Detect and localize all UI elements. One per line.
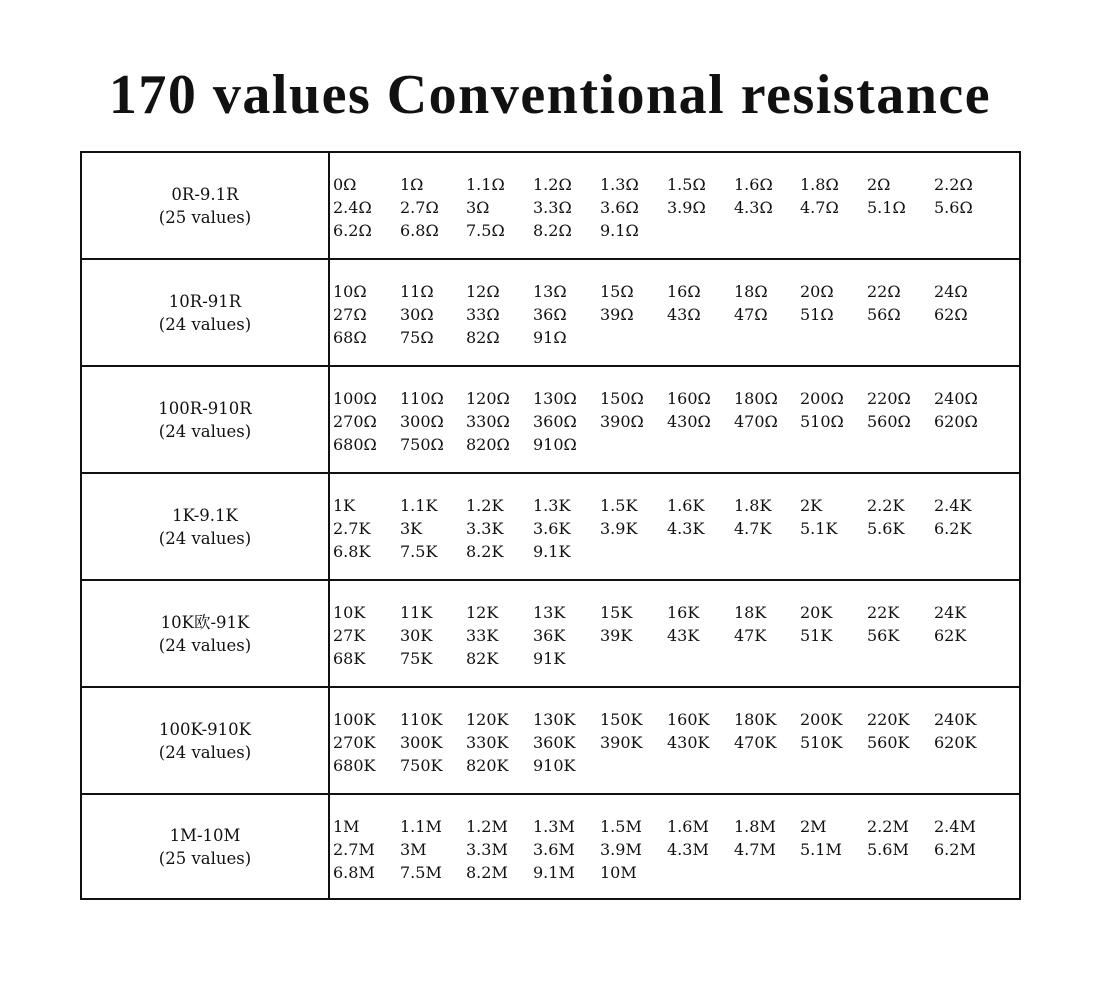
values-cell — [330, 153, 1019, 258]
resistance-value: 7.5M — [400, 863, 442, 882]
resistance-value: 5.6K — [867, 519, 905, 538]
resistance-value: 3.3M — [466, 840, 508, 859]
range-label: 0R-9.1R — [171, 184, 239, 204]
resistance-value: 3M — [400, 840, 427, 859]
values-line — [330, 173, 1019, 196]
resistance-value: 820K — [466, 756, 509, 775]
resistance-value: 3.9Ω — [667, 198, 706, 217]
table-row — [82, 474, 1019, 581]
resistance-value: 100K — [333, 710, 376, 729]
resistance-value: 100Ω — [333, 389, 377, 408]
resistance-value: 91K — [533, 649, 566, 668]
resistance-table — [80, 151, 1021, 900]
resistance-value: 200Ω — [800, 389, 844, 408]
resistance-value: 2.7Ω — [400, 198, 439, 217]
resistance-value: 16Ω — [667, 282, 701, 301]
range-label-cell — [82, 367, 330, 472]
resistance-value: 7.5K — [400, 542, 438, 561]
range-label-cell — [82, 153, 330, 258]
resistance-value: 3.9M — [600, 840, 642, 859]
values-cell — [330, 688, 1019, 793]
resistance-value: 5.1K — [800, 519, 838, 538]
values-line — [330, 387, 1019, 410]
resistance-value: 8.2Ω — [533, 221, 572, 240]
resistance-value: 560Ω — [867, 412, 911, 431]
values-line — [330, 754, 1019, 777]
resistance-value: 680K — [333, 756, 376, 775]
resistance-value: 240Ω — [934, 389, 978, 408]
values-line — [330, 196, 1019, 219]
resistance-value: 11K — [400, 603, 433, 622]
resistance-value: 6.8K — [333, 542, 371, 561]
resistance-value: 2K — [800, 496, 823, 515]
values-line — [330, 647, 1019, 670]
resistance-value: 2M — [800, 817, 827, 836]
resistance-value: 2.7M — [333, 840, 375, 859]
resistance-value: 270Ω — [333, 412, 377, 431]
values-cell — [330, 367, 1019, 472]
resistance-value: 6.2K — [934, 519, 972, 538]
values-line — [330, 624, 1019, 647]
resistance-value: 390Ω — [600, 412, 644, 431]
resistance-value: 470K — [734, 733, 777, 752]
resistance-value: 3.6Ω — [600, 198, 639, 217]
resistance-value: 12Ω — [466, 282, 500, 301]
resistance-value: 4.3Ω — [734, 198, 773, 217]
resistance-value: 1.3M — [533, 817, 575, 836]
resistance-value: 7.5Ω — [466, 221, 505, 240]
value-count-label: (24 values) — [158, 528, 252, 548]
resistance-value: 3K — [400, 519, 423, 538]
resistance-value: 300Ω — [400, 412, 444, 431]
resistance-value: 75K — [400, 649, 433, 668]
resistance-value: 0Ω — [333, 175, 357, 194]
values-line — [330, 861, 1019, 884]
resistance-value: 11Ω — [400, 282, 434, 301]
values-line — [330, 433, 1019, 456]
resistance-value: 56Ω — [867, 305, 901, 324]
values-line — [330, 540, 1019, 563]
range-label-cell — [82, 688, 330, 793]
resistance-value: 1.5K — [600, 496, 638, 515]
resistance-value: 5.1Ω — [867, 198, 906, 217]
resistance-value: 130Ω — [533, 389, 577, 408]
range-label-cell — [82, 795, 330, 898]
resistance-value: 27Ω — [333, 305, 367, 324]
table-row — [82, 367, 1019, 474]
range-label: 1M-10M — [169, 825, 241, 845]
resistance-value: 36Ω — [533, 305, 567, 324]
value-count-label: (24 values) — [158, 742, 252, 762]
resistance-value: 36K — [533, 626, 566, 645]
resistance-value: 160K — [667, 710, 710, 729]
resistance-value: 6.8M — [333, 863, 375, 882]
resistance-value: 3.3K — [466, 519, 504, 538]
resistance-value: 680Ω — [333, 435, 377, 454]
resistance-value: 820Ω — [466, 435, 510, 454]
value-count-label: (25 values) — [158, 848, 252, 868]
resistance-value: 33K — [466, 626, 499, 645]
resistance-value: 620Ω — [934, 412, 978, 431]
resistance-value: 150Ω — [600, 389, 644, 408]
resistance-value: 130K — [533, 710, 576, 729]
table-row — [82, 795, 1019, 898]
resistance-value: 43Ω — [667, 305, 701, 324]
resistance-value: 5.6Ω — [934, 198, 973, 217]
resistance-value: 9.1M — [533, 863, 575, 882]
resistance-value: 51K — [800, 626, 833, 645]
resistance-value: 120K — [466, 710, 509, 729]
resistance-value: 15K — [600, 603, 633, 622]
resistance-value: 4.3K — [667, 519, 705, 538]
resistance-value: 20Ω — [800, 282, 834, 301]
resistance-value: 180Ω — [734, 389, 778, 408]
resistance-value: 180K — [734, 710, 777, 729]
resistance-value: 24Ω — [934, 282, 968, 301]
resistance-value: 4.7Ω — [800, 198, 839, 217]
resistance-value: 220Ω — [867, 389, 911, 408]
resistance-value: 560K — [867, 733, 910, 752]
values-cell — [330, 581, 1019, 686]
resistance-value: 9.1K — [533, 542, 571, 561]
resistance-value: 1.2Ω — [533, 175, 572, 194]
value-count-label: (24 values) — [158, 635, 252, 655]
resistance-value: 43K — [667, 626, 700, 645]
values-line — [330, 494, 1019, 517]
values-cell — [330, 474, 1019, 579]
resistance-value: 300K — [400, 733, 443, 752]
resistance-value: 1.5M — [600, 817, 642, 836]
resistance-value: 68Ω — [333, 328, 367, 347]
resistance-value: 1.3Ω — [600, 175, 639, 194]
resistance-value: 1K — [333, 496, 356, 515]
resistance-value: 2.4M — [934, 817, 976, 836]
values-line — [330, 410, 1019, 433]
resistance-value: 33Ω — [466, 305, 500, 324]
resistance-value: 220K — [867, 710, 910, 729]
resistance-value: 10K — [333, 603, 366, 622]
values-line — [330, 815, 1019, 838]
resistance-value: 4.3M — [667, 840, 709, 859]
page-title: 170 values Conventional resistance — [108, 64, 992, 126]
resistance-value: 62K — [934, 626, 967, 645]
resistance-value: 360K — [533, 733, 576, 752]
resistance-value: 1.1M — [400, 817, 442, 836]
resistance-value: 47K — [734, 626, 767, 645]
resistance-value: 91Ω — [533, 328, 567, 347]
resistance-value: 910Ω — [533, 435, 577, 454]
resistance-value: 510K — [800, 733, 843, 752]
resistance-value: 24K — [934, 603, 967, 622]
resistance-value: 15Ω — [600, 282, 634, 301]
resistance-value: 56K — [867, 626, 900, 645]
values-line — [330, 280, 1019, 303]
resistance-value: 10M — [600, 863, 637, 882]
resistance-value: 150K — [600, 710, 643, 729]
resistance-value: 1.1K — [400, 496, 438, 515]
resistance-value: 430Ω — [667, 412, 711, 431]
resistance-value: 1.2K — [466, 496, 504, 515]
resistance-value: 120Ω — [466, 389, 510, 408]
range-label-cell — [82, 474, 330, 579]
resistance-value: 1.6Ω — [734, 175, 773, 194]
values-line — [330, 838, 1019, 861]
values-line — [330, 731, 1019, 754]
resistance-value: 22Ω — [867, 282, 901, 301]
resistance-value: 330K — [466, 733, 509, 752]
resistance-value: 27K — [333, 626, 366, 645]
resistance-value: 110K — [400, 710, 443, 729]
range-label: 100R-910R — [158, 398, 252, 418]
resistance-value: 1.8M — [734, 817, 776, 836]
resistance-value: 75Ω — [400, 328, 434, 347]
resistance-value: 430K — [667, 733, 710, 752]
resistance-value: 2Ω — [867, 175, 891, 194]
resistance-value: 82K — [466, 649, 499, 668]
resistance-value: 360Ω — [533, 412, 577, 431]
table-row — [82, 581, 1019, 688]
resistance-value: 30K — [400, 626, 433, 645]
values-line — [330, 708, 1019, 731]
resistance-value: 2.7K — [333, 519, 371, 538]
resistance-value: 1.6K — [667, 496, 705, 515]
table-row — [82, 688, 1019, 795]
resistance-value: 39K — [600, 626, 633, 645]
values-cell — [330, 795, 1019, 898]
resistance-value: 8.2M — [466, 863, 508, 882]
resistance-value: 3.6K — [533, 519, 571, 538]
range-label: 10R-91R — [168, 291, 242, 311]
resistance-value: 390K — [600, 733, 643, 752]
resistance-value: 6.2M — [934, 840, 976, 859]
resistance-value: 620K — [934, 733, 977, 752]
resistance-value: 1.8Ω — [800, 175, 839, 194]
resistance-value: 1.3K — [533, 496, 571, 515]
resistance-value: 1.6M — [667, 817, 709, 836]
table-row — [82, 153, 1019, 260]
resistance-value: 200K — [800, 710, 843, 729]
resistance-value: 3Ω — [466, 198, 490, 217]
resistance-value: 750K — [400, 756, 443, 775]
resistance-value: 82Ω — [466, 328, 500, 347]
range-label-cell — [82, 260, 330, 365]
resistance-value: 910K — [533, 756, 576, 775]
resistance-value: 8.2K — [466, 542, 504, 561]
resistance-value: 12K — [466, 603, 499, 622]
resistance-value: 110Ω — [400, 389, 444, 408]
resistance-value: 62Ω — [934, 305, 968, 324]
resistance-value: 6.8Ω — [400, 221, 439, 240]
resistance-value: 13K — [533, 603, 566, 622]
resistance-value: 3.9K — [600, 519, 638, 538]
value-count-label: (24 values) — [158, 421, 252, 441]
resistance-value: 1.5Ω — [667, 175, 706, 194]
resistance-value: 3.6M — [533, 840, 575, 859]
resistance-value: 68K — [333, 649, 366, 668]
resistance-value: 13Ω — [533, 282, 567, 301]
value-count-label: (24 values) — [158, 314, 252, 334]
resistance-value: 5.6M — [867, 840, 909, 859]
resistance-value: 160Ω — [667, 389, 711, 408]
resistance-value: 1.8K — [734, 496, 772, 515]
resistance-value: 1Ω — [400, 175, 424, 194]
values-line — [330, 517, 1019, 540]
resistance-value: 510Ω — [800, 412, 844, 431]
resistance-value: 9.1Ω — [600, 221, 639, 240]
range-label: 100K-910K — [158, 719, 251, 739]
resistance-value: 2.2M — [867, 817, 909, 836]
resistance-value: 6.2Ω — [333, 221, 372, 240]
resistance-value: 2.2Ω — [934, 175, 973, 194]
range-label: 10K欧-91K — [160, 612, 250, 632]
resistance-value: 20K — [800, 603, 833, 622]
resistance-value: 750Ω — [400, 435, 444, 454]
resistance-value: 470Ω — [734, 412, 778, 431]
resistance-value: 51Ω — [800, 305, 834, 324]
resistance-value: 330Ω — [466, 412, 510, 431]
resistance-value: 240K — [934, 710, 977, 729]
resistance-value: 2.4K — [934, 496, 972, 515]
range-label-cell — [82, 581, 330, 686]
resistance-value: 30Ω — [400, 305, 434, 324]
resistance-value: 2.4Ω — [333, 198, 372, 217]
resistance-value: 10Ω — [333, 282, 367, 301]
resistance-value: 18K — [734, 603, 767, 622]
values-line — [330, 601, 1019, 624]
resistance-value: 1.1Ω — [466, 175, 505, 194]
range-label: 1K-9.1K — [172, 505, 238, 525]
resistance-value: 1.2M — [466, 817, 508, 836]
resistance-value: 2.2K — [867, 496, 905, 515]
resistance-value: 1M — [333, 817, 360, 836]
value-count-label: (25 values) — [158, 207, 252, 227]
resistance-value: 39Ω — [600, 305, 634, 324]
resistance-value: 5.1M — [800, 840, 842, 859]
resistance-value: 16K — [667, 603, 700, 622]
resistance-value: 3.3Ω — [533, 198, 572, 217]
values-line — [330, 219, 1019, 242]
values-line — [330, 303, 1019, 326]
table-row — [82, 260, 1019, 367]
resistance-value: 4.7K — [734, 519, 772, 538]
values-cell — [330, 260, 1019, 365]
resistance-value: 22K — [867, 603, 900, 622]
resistance-value: 4.7M — [734, 840, 776, 859]
values-line — [330, 326, 1019, 349]
resistance-value: 47Ω — [734, 305, 768, 324]
resistance-value: 270K — [333, 733, 376, 752]
resistance-value: 18Ω — [734, 282, 768, 301]
